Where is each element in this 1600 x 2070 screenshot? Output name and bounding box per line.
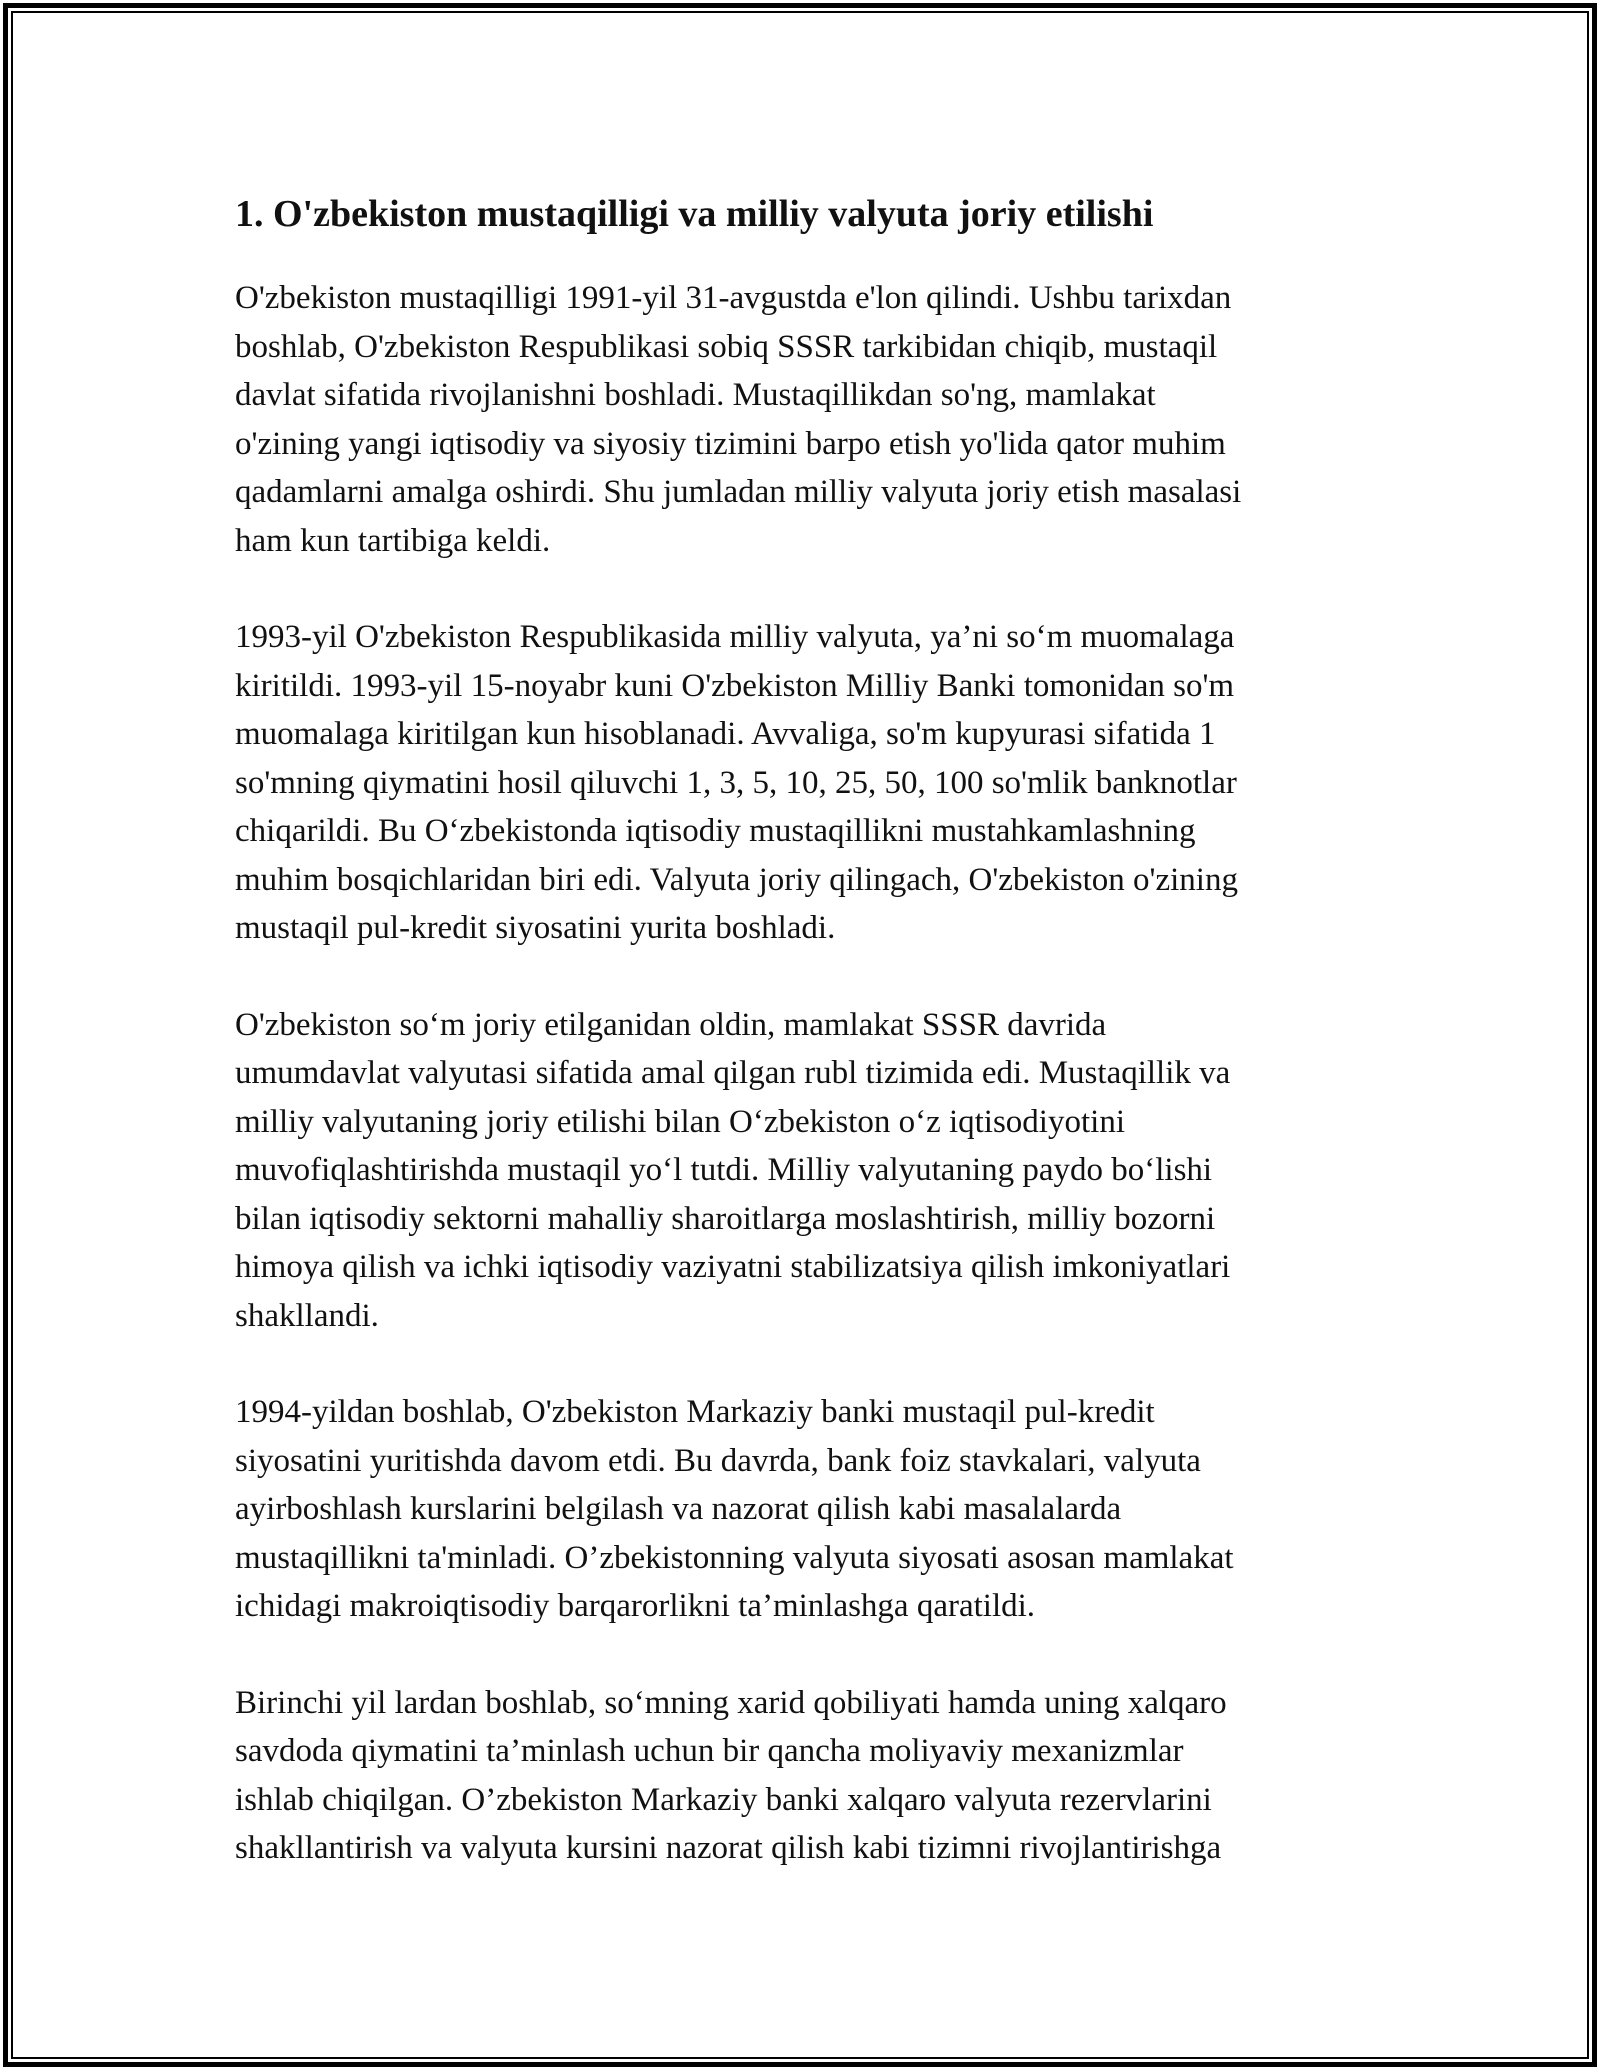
text-line: shakllandi.	[235, 1297, 379, 1334]
text-line: ichidagi makroiqtisodiy barqarorlikni ta’minlashga qaratildi.	[235, 1588, 1036, 1624]
paragraph-financial-mechanisms	[235, 1679, 1365, 1873]
text-line: O'zbekiston so‘m joriy etilganidan oldin, mamlakat SSSR davrida	[235, 1006, 1107, 1043]
document-body	[235, 188, 1365, 1921]
text-line: bilan iqtisodiy sektorni mahalliy sharoitlarga moslashtirish, milliy bozorni	[235, 1200, 1216, 1237]
text-line: 1993-yil O'zbekiston Respublikasida milliy valyuta, ya’ni so‘m muomalaga	[235, 619, 1235, 655]
text-line: muvofiqlashtirishda mustaqil yo‘l tutdi. Milliy valyutaning paydo bo‘lishi	[235, 1152, 1213, 1188]
text-line: shakllantirish va valyuta kursini nazorat qilish kabi tizimni rivojlantirishga	[235, 1830, 1222, 1866]
text-line: umumdavlat valyutasi sifatida amal qilgan rubl tizimida edi. Mustaqillik va	[235, 1055, 1231, 1091]
text-line: O'zbekiston mustaqilligi 1991-yil 31-avgustda e'lon qilindi. Ushbu tarixdan	[235, 280, 1232, 316]
text-line: savdoda qiymatini ta’minlash uchun bir qancha moliyaviy mexanizmlar	[235, 1733, 1184, 1769]
paragraph-central-bank-policy	[235, 1388, 1365, 1631]
text-line: muomalaga kiritilgan kun hisoblanadi. Avvaliga, so'm kupyurasi sifatida 1	[235, 716, 1216, 752]
paragraph-independence	[235, 274, 1365, 565]
text-line: davlat sifatida rivojlanishni boshladi. Mustaqillikdan so'ng, mamlakat	[235, 377, 1156, 413]
text-line: kiritildi. 1993-yil 15-noyabr kuni O'zbekiston Milliy Banki tomonidan so'm	[235, 667, 1235, 704]
paragraph-ruble-transition	[235, 1001, 1365, 1341]
text-line: Birinchi yil lardan boshlab, so‘mning xarid qobiliyati hamda uning xalqaro	[235, 1684, 1227, 1721]
paragraph-som-introduction	[235, 613, 1365, 953]
text-line: mustaqil pul-kredit siyosatini yurita boshladi.	[235, 910, 836, 946]
text-line: muhim bosqichlaridan biri edi. Valyuta joriy qilingach, O'zbekiston o'zining	[235, 861, 1238, 898]
text-line: 1994-yildan boshlab, O'zbekiston Markaziy banki mustaqil pul-kredit	[235, 1394, 1155, 1430]
section-heading: 1. O'zbekiston mustaqilligi va milliy valyuta joriy etilishi	[235, 193, 1154, 235]
text-line: siyosatini yuritishda davom etdi. Bu davrda, bank foiz stavkalari, valyuta	[235, 1442, 1201, 1479]
text-line: milliy valyutaning joriy etilishi bilan O‘zbekiston o‘z iqtisodiyotini	[235, 1103, 1125, 1140]
text-line: o'zining yangi iqtisodiy va siyosiy tizimini barpo etish yo'lida qator muhim	[235, 425, 1226, 462]
text-line: chiqarildi. Bu O‘zbekistonda iqtisodiy mustaqillikni mustahkamlashning	[235, 813, 1196, 849]
text-line: himoya qilish va ichki iqtisodiy vaziyatni stabilizatsiya qilish imkoniyatlari	[235, 1249, 1231, 1285]
text-line: mustaqillikni ta'minladi. O’zbekistonning valyuta siyosati asosan mamlakat	[235, 1539, 1234, 1576]
text-line: qadamlarni amalga oshirdi. Shu jumladan milliy valyuta joriy etish masalasi	[235, 474, 1242, 510]
text-line: ishlab chiqilgan. O’zbekiston Markaziy banki xalqaro valyuta rezervlarini	[235, 1781, 1212, 1818]
text-line: ham kun tartibiga keldi.	[235, 522, 551, 559]
text-line: so'mning qiymatini hosil qiluvchi 1, 3, 5, 10, 25, 50, 100 so'mlik banknotlar	[235, 764, 1237, 801]
text-line: ayirboshlash kurslarini belgilash va nazorat qilish kabi masalalarda	[235, 1491, 1122, 1527]
text-line: boshlab, O'zbekiston Respublikasi sobiq SSSR tarkibidan chiqib, mustaqil	[235, 328, 1218, 365]
